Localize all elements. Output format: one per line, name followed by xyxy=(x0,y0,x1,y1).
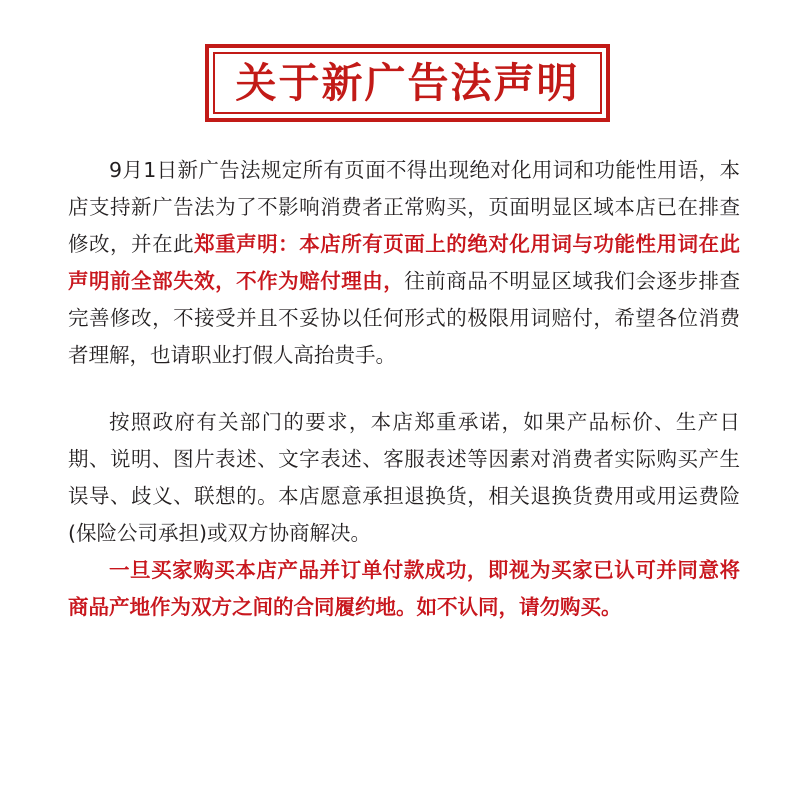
paragraph-3-segment-1-emphasis: 一旦买家购买本店产品并订单付款成功，即视为买家已认可并同意将商品产地作为双方之间的合同履约地。如不认同，请勿购买。 xyxy=(68,558,740,619)
title-banner-inner-border xyxy=(213,52,602,114)
paragraph-1-segment-2-emphasis: 郑重声明：本店所有页面上的绝对化用词与功能性用词在此声明前全部失效，不作为赔付理由， xyxy=(68,232,741,293)
paragraph-2-segment-1: 按照政府有关部门的要求，本店郑重承诺，如果产品标价、生产日期、说明、图片表述、文字表述、客服表述等因素对消费者实际购买产生误导、歧义、联想的。本店愿意承担退换货，相关退换货费用或用运费险(保险公司承担)或双方协商解决。 xyxy=(68,410,740,545)
paragraph-1-segment-3: 往前商品不明显区域我们会逐步排查完善修改，不接受并且不妥协以任何形式的极限用词赔付，希望各位消费者理解，也请职业打假人高抬贵手。 xyxy=(68,269,741,367)
paragraph-1-segment-1: 9月1日新广告法规定所有页面不得出现绝对化用词和功能性用语，本店支持新广告法为了不影响消费者正常购买，页面明显区域本店已在排查修改，并在此 xyxy=(68,158,740,256)
title-banner xyxy=(205,44,610,122)
paragraph-2 xyxy=(68,404,740,552)
page-title: 关于新广告法声明 xyxy=(235,58,580,107)
paragraph-3 xyxy=(68,552,740,626)
statement-body xyxy=(68,152,740,626)
paragraph-1 xyxy=(68,152,740,374)
